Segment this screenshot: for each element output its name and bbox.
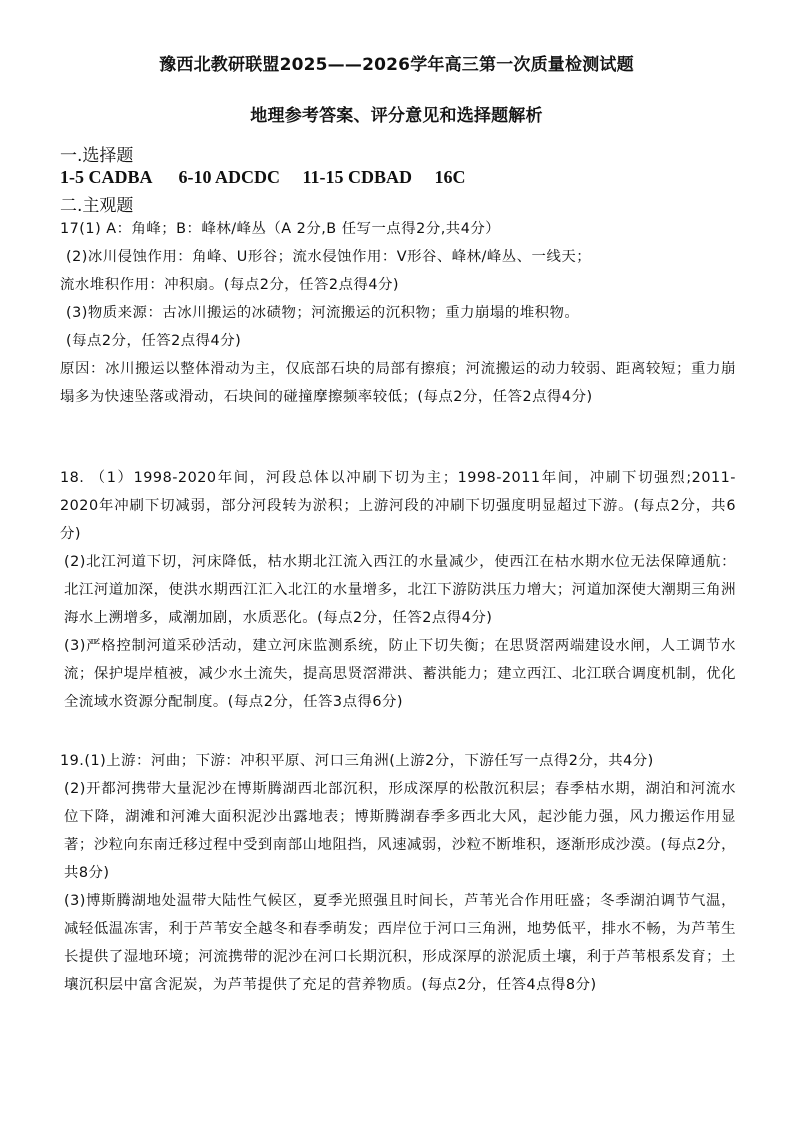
q17-part2: (2)冰川侵蚀作用：角峰、U形谷；流水侵蚀作用：V形谷、峰林/峰丛、一线天； [66,249,592,265]
q19-part3: (3)博斯腾湖地处温带大陆性气候区，夏季光照强且时间长，芦苇光合作用旺盛；冬季湖泊调节气温，减轻低温冻害，利于芦苇安全越冬和春季萌发；西岸位于河口三角洲，地势低平，排水不畅，为芦苇生长提供了湿地环境；河流携带的泥沙在河口长期沉积，形成深厚的淤泥质土壤，利于芦苇根系发育；土壤沉积层中富含泥炭，为芦苇提供了充足的营养物质。(每点2分，任答4点得8分) [64,893,736,993]
q18-part2: (2)北江河道下切，河床降低，枯水期北江流入西江的水量减少，使西江在枯水期水位无法保障通航：北江河道加深，使洪水期西江汇入北江的水量增多，北江下游防洪压力增大；河道加深使大潮期三角洲海水上溯增多，咸潮加剧，水质恶化。(每点2分，任答2点得4分) [64,554,736,626]
question-19 [60,747,736,999]
question-17 [60,215,736,411]
q18-part3: (3)严格控制河道采砂活动，建立河床监测系统，防止下切失衡；在思贤滘两端建设水闸，人工调节水流；保护堤岸植被，减少水土流失，提高思贤滘滞洪、蓄洪能力；建立西江、北江联合调度机制，优化全流域水资源分配制度。(每点2分，任答3点得6分) [64,638,736,710]
section-heading-choice: 一.选择题 [60,146,134,166]
q17-reason: 原因：冰川搬运以整体滑动为主，仅底部石块的局部有擦痕；河流搬运的动力较弱、距离较短；重力崩塌多为快速坠落或滑动，石块间的碰撞摩擦频率较低；(每点2分，任答2点得4分) [60,361,736,405]
q17-part3-score: (每点2分，任答2点得4分) [66,333,242,349]
q19-part1: 19.(1)上游：河曲；下游：冲积平原、河口三角洲(上游2分，下游任写一点得2分，共4分) [60,753,654,769]
question-18 [60,464,736,716]
document-title: 豫西北教研联盟2025——2026学年高三第一次质量检测试题 [159,55,634,75]
choice-answers: 1-5 CADBA 6-10 ADCDC 11-15 CDBAD 16C [60,167,466,187]
q19-part2: (2)开都河携带大量泥沙在博斯腾湖西北部沉积，形成深厚的松散沉积层；春季枯水期，湖泊和河流水位下降，湖滩和河滩大面积泥沙出露地表；博斯腾湖春季多西北大风，起沙能力强，风力搬运作用显著；沙粒向东南迁移过程中受到南部山地阻挡，风速减弱，沙粒不断堆积，逐渐形成沙漠。(每点2分，共8分) [64,781,736,881]
section-heading-subjective: 二.主观题 [60,196,134,216]
q18-part1: 18. （1）1998-2020年间，河段总体以冲刷下切为主；1998-2011年间，冲刷下切强烈;2011-2020年冲刷下切减弱，部分河段转为淤积；上游河段的冲刷下切强度明显超过下游。(每点2分，共6分) [60,470,736,542]
q17-part1: 17(1) A：角峰；B：峰林/峰丛（A 2分,B 任写一点得2分,共4分） [60,221,501,237]
q17-part3: (3)物质来源：古冰川搬运的冰碛物；河流搬运的沉积物；重力崩塌的堆积物。 [66,305,580,321]
document-subtitle: 地理参考答案、评分意见和选择题解析 [250,106,543,126]
q17-part2-cont: 流水堆积作用：冲积扇。(每点2分，任答2点得4分) [60,277,400,293]
